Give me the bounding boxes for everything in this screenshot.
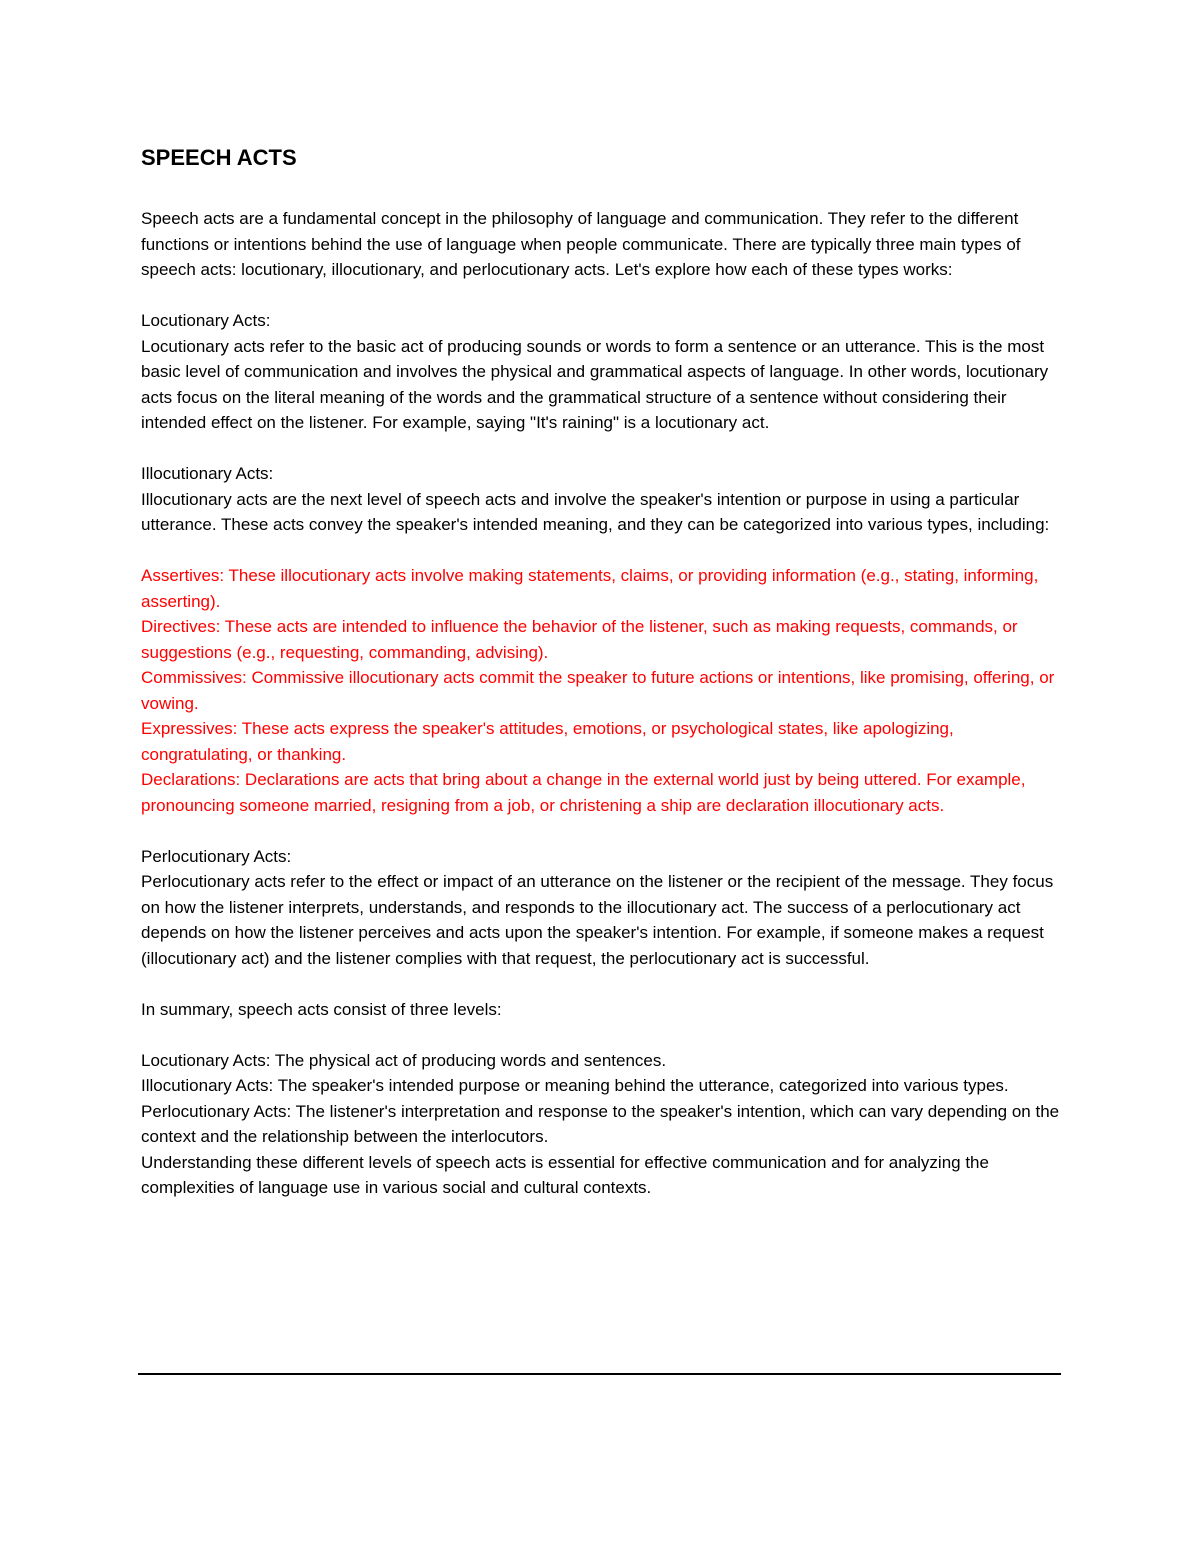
locutionary-heading: Locutionary Acts: <box>141 311 271 330</box>
page-title: SPEECH ACTS <box>141 145 297 170</box>
summary-list <box>141 1048 1061 1201</box>
summary-item-perlocutionary: Perlocutionary Acts: The listener's interpretation and response to the speaker's intention, which can vary depending on the context and the relationship between the interlocutors. <box>141 1101 1060 1146</box>
illocutionary-section <box>141 461 1061 538</box>
list-item-assertives: Assertives: These illocutionary acts involve making statements, claims, or providing information (e.g., stating, informing, asserting). <box>141 566 1039 611</box>
document-content <box>141 143 1061 1201</box>
summary-conclusion: Understanding these different levels of speech acts is essential for effective communication and for analyzing the complexities of language use in various social and cultural contexts. <box>141 1152 989 1197</box>
perlocutionary-heading: Perlocutionary Acts: <box>141 846 292 866</box>
list-item-declarations: Declarations: Declarations are acts that bring about a change in the external world just by being uttered. For example, pronouncing someone married, resigning from a job, or christening a ship are declaration illocutionary acts. <box>141 770 1026 815</box>
horizontal-divider <box>138 1373 1061 1375</box>
intro-paragraph: Speech acts are a fundamental concept in the philosophy of language and communication. They refer to the different functions or intentions behind the use of language when people communicate. There are typically three main types of speech acts: locutionary, illocutionary, and perlocutionary acts. Let's explore how each of these types works: <box>141 209 1021 279</box>
list-item-expressives: Expressives: These acts express the speaker's attitudes, emotions, or psychological states, like apologizing, congratulating, or thanking. <box>141 719 954 764</box>
illocutionary-types-list <box>141 563 1061 818</box>
summary-item-locutionary: Locutionary Acts: The physical act of producing words and sentences. <box>141 1050 667 1070</box>
perlocutionary-text: Perlocutionary acts refer to the effect or impact of an utterance on the listener or the recipient of the message. They focus on how the listener interprets, understands, and responds to the illocutionary act. The success of a perlocutionary act depends on how the listener perceives and acts upon the speaker's intention. For example, if someone makes a request (illocutionary act) and the listener complies with that request, the perlocutionary act is successful. <box>141 872 1054 968</box>
perlocutionary-section <box>141 844 1061 972</box>
locutionary-section <box>141 308 1061 436</box>
illocutionary-heading: Illocutionary Acts: <box>141 464 274 483</box>
list-item-commissives: Commissives: Commissive illocutionary acts commit the speaker to future actions or intentions, like promising, offering, or vowing. <box>141 668 1055 713</box>
summary-item-illocutionary: Illocutionary Acts: The speaker's intended purpose or meaning behind the utterance, categorized into various types. <box>141 1076 1009 1095</box>
locutionary-text: Locutionary acts refer to the basic act of producing sounds or words to form a sentence or an utterance. This is the most basic level of communication and involves the physical and grammatical aspects of language. In other words, locutionary acts focus on the literal meaning of the words and the grammatical structure of a sentence without considering their intended effect on the listener. For example, saying "It's raining" is a locutionary act. <box>141 336 1049 432</box>
summary-intro: In summary, speech acts consist of three levels: <box>141 999 502 1019</box>
list-item-directives: Directives: These acts are intended to influence the behavior of the listener, such as making requests, commands, or suggestions (e.g., requesting, commanding, advising). <box>141 617 1018 662</box>
illocutionary-text: Illocutionary acts are the next level of speech acts and involve the speaker's intention or purpose in using a particular utterance. These acts convey the speaker's intended meaning, and they can be categorized into various types, including: <box>141 489 1050 534</box>
